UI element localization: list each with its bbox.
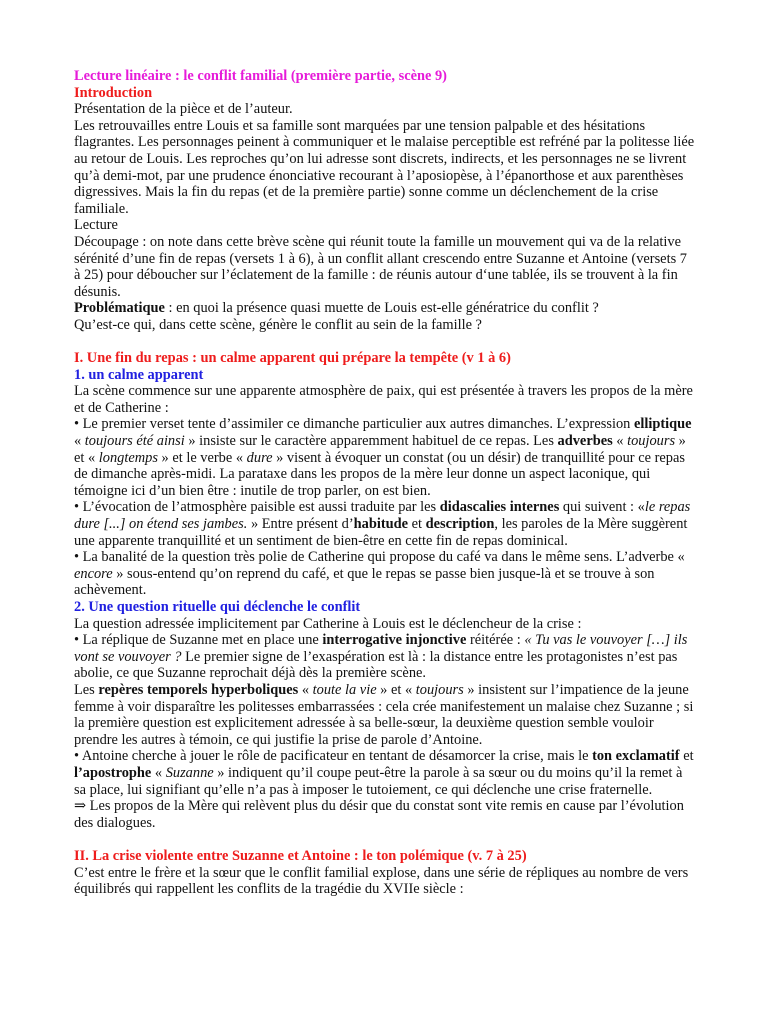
problematique-label: Problématique — [74, 300, 165, 317]
spacer — [74, 334, 696, 351]
document-page — [74, 68, 696, 898]
subsection-heading: 1. un calme apparent — [74, 366, 204, 383]
document-title: Lecture linéaire : le conflit familial (première partie, scène 9) — [74, 68, 447, 84]
bullet-paragraph: • Antoine cherche à jouer le rôle de pacificateur en tentant de désamorcer la crise, mais le ton exclamatif et l’apostrophe « Suzanne » indiquent qu’il coupe peut-être la parole à sa sœur ou du moins qu’il la remet à sa place, lui signifiant qu’elle n’a pas à imposer le tutoiement, ce qui déclenche une crise fraternelle. — [74, 748, 694, 798]
body-paragraph: C’est entre le frère et la sœur que le conflit familial explose, dans une série de répliques au nombre de vers équilibrés qui rappellent les conflits de la tragédie du XVIIe siècle : — [74, 864, 689, 898]
intro-paragraph: Qu’est-ce qui, dans cette scène, génère le conflit au sein de la famille ? — [74, 316, 482, 333]
body-paragraph: Les repères temporels hyperboliques « toute la vie » et « toujours » insistent sur l’impatience de la jeune femme à voir disparaître les politesses embarrassées : cela crée manifestement un malaise chez Suzanne ; si la première question est explicitement adressée à sa belle-sœur, la deuxième question semble vouloir prendre les autres à témoin, ce qui justifie la prise de parole d’Antoine. — [74, 681, 694, 748]
section-heading: I. Une fin du repas : un calme apparent qui prépare la tempête (v 1 à 6) — [74, 350, 511, 367]
bullet-paragraph: • La banalité de la question très polie de Catherine qui propose du café va dans le même sens. L’adverbe « encore » sous-entend qu’on reprend du café, et que le repas se passe bien jusque-là et se trouve à son achèvement. — [74, 549, 685, 599]
intro-paragraph: Découpage : on note dans cette brève scène qui réunit toute la famille un mouvement qui va de la relative sérénité d’une fin de repas (versets 1 à 6), à un conflit allant crescendo entre Suzanne et Antoine (versets 7 à 25) pour déboucher sur l’éclatement de la famille : de réunis autour d‘une tablée, ils se trouvent à la fin désunis. — [74, 233, 687, 300]
subsection-heading: 2. Une question rituelle qui déclenche le conflit — [74, 599, 361, 615]
body-paragraph: La question adressée implicitement par Catherine à Louis est le déclencheur de la crise : — [74, 615, 582, 632]
body-paragraph: La scène commence sur une apparente atmosphère de paix, qui est présentée à travers les propos de la mère et de Catherine : — [74, 383, 693, 416]
intro-paragraph: Présentation de la pièce et de l’auteur. — [74, 101, 293, 118]
problematique-paragraph: Problématique : en quoi la présence quasi muette de Louis est-elle génératrice du conflit ? — [74, 300, 599, 317]
bullet-paragraph: • L’évocation de l’atmosphère paisible est aussi traduite par les didascalies internes qui suivent : «le repas dure [...] on étend ses jambes. » Entre présent d’habitude et description, les paroles de la Mère suggèrent une apparente tranquillité et un sentiment de bien-être en cette fin de repas dominical. — [74, 499, 691, 549]
intro-heading: Introduction — [74, 84, 153, 101]
spacer — [74, 831, 696, 848]
intro-paragraph: Lecture — [74, 217, 118, 234]
intro-paragraph: Les retrouvailles entre Louis et sa famille sont marquées par une tension palpable et des hésitations flagrantes. Les personnages peinent à communiquer et le malaise perceptible est refréné par la politesse liée au retour de Louis. Les reproches qu’on lui adresse sont discrets, indirects, et les personnages ne se livrent qu’à demi-mot, par une prudence énonciative recourant à l’aposiopèse, à l’épanorthose et aux parenthèses digressives. Mais la fin du repas (et de la première partie) sonne comme un déclenchement de la crise familiale. — [74, 117, 695, 217]
conclusion-paragraph: ⇒ Les propos de la Mère qui relèvent plus du désir que du constat sont vite remis en cause par l’évolution des dialogues. — [74, 798, 684, 831]
bullet-paragraph: • La réplique de Suzanne met en place une interrogative injonctive réitérée : « Tu vas le vouvoyer […] ils vont se vouvoyer ? Le premier signe de l’exaspération est là : la distance entre les protagonistes n’est pas abolie, ce que Suzanne reprochait déjà dès la première scène. — [74, 632, 688, 682]
bullet-paragraph: • Le premier verset tente d’assimiler ce dimanche particulier aux autres dimanches. L’expression elliptique « toujours été ainsi » insiste sur le caractère apparemment habituel de ce repas. Les adverbes « toujours » et « longtemps » et le verbe « dure » visent à évoquer un constat (ou un désir) de tranquillité pour ce repas de dimanche après-midi. La parataxe dans les propos de la mère leur donne un aspect laconique, qui témoigne ici d’un bien être : inutile de trop parler, on est bien. — [74, 416, 692, 499]
section-heading: II. La crise violente entre Suzanne et Antoine : le ton polémique (v. 7 à 25) — [74, 847, 527, 864]
